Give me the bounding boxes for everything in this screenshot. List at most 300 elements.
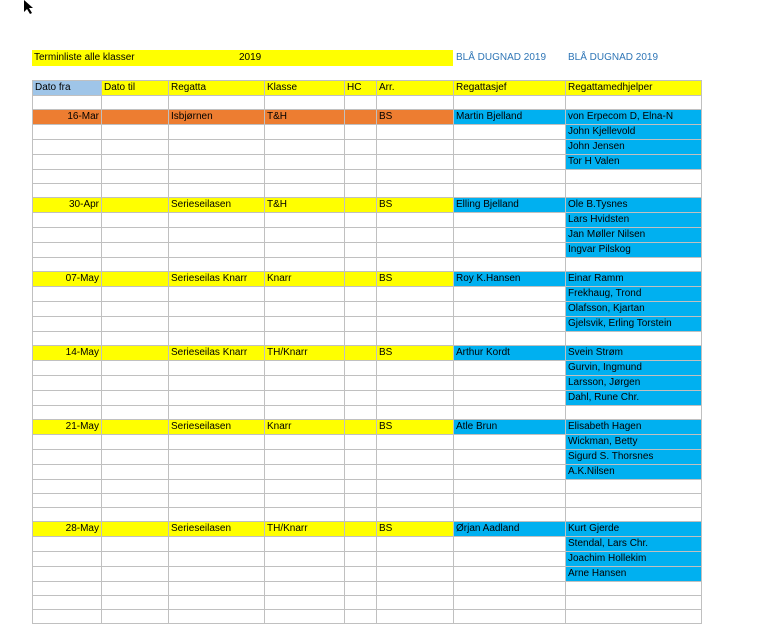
cell[interactable] [169,155,265,170]
cell[interactable] [102,406,169,420]
cell[interactable] [265,465,345,480]
helper-cell[interactable]: Lars Hvidsten [566,213,702,228]
cell[interactable] [33,406,102,420]
organizer-cell[interactable]: BS [377,110,454,125]
cell[interactable] [345,610,377,624]
helper-cell[interactable]: Larsson, Jørgen [566,376,702,391]
regatta-chief-cell[interactable]: Atle Brun [454,420,566,435]
cell[interactable] [345,302,377,317]
cell[interactable] [566,494,702,508]
cell[interactable] [265,125,345,140]
cell[interactable] [566,332,702,346]
cell[interactable] [102,450,169,465]
spreadsheet-row [33,140,702,155]
cell[interactable] [265,170,345,184]
cell[interactable] [169,170,265,184]
cell[interactable] [102,243,169,258]
cell[interactable] [566,610,702,624]
cell[interactable] [345,537,377,552]
cell[interactable] [169,450,265,465]
date-to-cell[interactable] [102,346,169,361]
regatta-cell[interactable]: Serieseilasen [169,198,265,213]
cell[interactable] [169,96,265,110]
regatta-cell[interactable]: Serieseilasen [169,420,265,435]
column-header[interactable]: Regattamedhjelper [566,81,702,96]
cell[interactable] [169,480,265,494]
cell[interactable] [454,332,566,346]
cell[interactable] [102,96,169,110]
regatta-chief-cell[interactable]: Arthur Kordt [454,346,566,361]
cell[interactable] [33,213,102,228]
cell[interactable] [102,213,169,228]
cell[interactable] [454,494,566,508]
cell[interactable] [33,494,102,508]
cell[interactable] [169,213,265,228]
cell[interactable] [377,376,454,391]
cell[interactable] [33,317,102,332]
cell[interactable] [265,96,345,110]
cell[interactable] [454,317,566,332]
cell[interactable] [265,610,345,624]
cell[interactable] [102,480,169,494]
cell[interactable] [102,302,169,317]
helper-cell[interactable]: Einar Ramm [566,272,702,287]
cell[interactable] [454,125,566,140]
cell[interactable] [345,155,377,170]
cell[interactable] [33,155,102,170]
cell[interactable] [102,258,169,272]
cell[interactable] [345,170,377,184]
cell[interactable] [377,596,454,610]
cell[interactable] [345,552,377,567]
cell[interactable] [102,332,169,346]
date-from-cell[interactable]: 30-Apr [33,198,102,213]
cell[interactable] [33,302,102,317]
cell[interactable] [566,184,702,198]
cell[interactable] [265,258,345,272]
cell[interactable] [345,317,377,332]
cell[interactable] [102,494,169,508]
cell[interactable] [566,508,702,522]
cell[interactable] [566,406,702,420]
helper-cell[interactable]: Tor H Valen [566,155,702,170]
cell[interactable] [345,184,377,198]
organizer-cell[interactable]: BS [377,272,454,287]
cell[interactable] [102,610,169,624]
cell[interactable] [265,376,345,391]
hc-cell[interactable] [345,346,377,361]
cell[interactable] [265,155,345,170]
cell[interactable] [345,287,377,302]
hc-cell[interactable] [345,522,377,537]
cell[interactable] [454,596,566,610]
cell[interactable] [265,184,345,198]
cell[interactable] [169,552,265,567]
helper-cell[interactable]: Sigurd S. Thorsnes [566,450,702,465]
cell[interactable] [454,480,566,494]
cell[interactable] [169,140,265,155]
cell[interactable] [102,317,169,332]
hc-cell[interactable] [345,420,377,435]
cell[interactable] [169,258,265,272]
cell[interactable] [265,243,345,258]
class-cell[interactable]: T&H [265,198,345,213]
cell[interactable] [169,228,265,243]
cell[interactable] [33,567,102,582]
hc-cell[interactable] [345,272,377,287]
cell[interactable] [377,258,454,272]
cell[interactable] [265,537,345,552]
cell[interactable] [454,170,566,184]
date-to-cell[interactable] [102,110,169,125]
cell[interactable] [33,480,102,494]
helper-cell[interactable]: John Jensen [566,140,702,155]
helper-cell[interactable]: Wickman, Betty [566,435,702,450]
organizer-cell[interactable]: BS [377,346,454,361]
cell[interactable] [454,465,566,480]
cell[interactable] [377,184,454,198]
column-header[interactable]: Dato fra [33,81,102,96]
cell[interactable] [265,480,345,494]
date-from-cell[interactable]: 07-May [33,272,102,287]
column-header[interactable]: Klasse [265,81,345,96]
cell[interactable] [454,450,566,465]
cell[interactable] [169,332,265,346]
cell[interactable] [33,537,102,552]
regatta-cell[interactable]: Serieseilas Knarr [169,346,265,361]
cell[interactable] [454,302,566,317]
column-header[interactable]: Regatta [169,81,265,96]
cell[interactable] [454,155,566,170]
cell[interactable] [454,435,566,450]
cell[interactable] [454,567,566,582]
helper-cell[interactable]: Jan Møller Nilsen [566,228,702,243]
cell[interactable] [169,435,265,450]
cell[interactable] [377,332,454,346]
cell[interactable] [265,494,345,508]
cell[interactable] [169,243,265,258]
cell[interactable] [33,435,102,450]
cell[interactable] [377,494,454,508]
cell[interactable] [265,140,345,155]
organizer-cell[interactable]: BS [377,198,454,213]
cell[interactable] [345,450,377,465]
helper-cell[interactable]: Gurvin, Ingmund [566,361,702,376]
cell[interactable] [265,508,345,522]
cell[interactable] [169,406,265,420]
cell[interactable] [33,450,102,465]
cell[interactable] [33,376,102,391]
regatta-cell[interactable]: Serieseilas Knarr [169,272,265,287]
hc-cell[interactable] [345,198,377,213]
helper-cell[interactable]: Svein Strøm [566,346,702,361]
helper-cell[interactable]: Ole B.Tysnes [566,198,702,213]
cell[interactable] [345,567,377,582]
cell[interactable] [345,406,377,420]
cell[interactable] [265,302,345,317]
cell[interactable] [377,140,454,155]
cell[interactable] [102,361,169,376]
cell[interactable] [566,480,702,494]
cell[interactable] [345,213,377,228]
cell[interactable] [102,508,169,522]
cell[interactable] [169,317,265,332]
regatta-chief-cell[interactable]: Elling Bjelland [454,198,566,213]
helper-cell[interactable]: Elisabeth Hagen [566,420,702,435]
cell[interactable] [169,184,265,198]
cell[interactable] [377,361,454,376]
cell[interactable] [454,184,566,198]
cell[interactable] [169,302,265,317]
cell[interactable] [102,376,169,391]
cell[interactable] [377,567,454,582]
cell[interactable] [102,435,169,450]
cell[interactable] [102,125,169,140]
cell[interactable] [454,361,566,376]
cell[interactable] [265,567,345,582]
cell[interactable] [102,184,169,198]
cell[interactable] [33,96,102,110]
cell[interactable] [454,243,566,258]
cell[interactable] [377,125,454,140]
cell[interactable] [33,361,102,376]
cell[interactable] [169,610,265,624]
regatta-cell[interactable]: Serieseilasen [169,522,265,537]
cell[interactable] [33,582,102,596]
cell[interactable] [265,213,345,228]
cell[interactable] [102,170,169,184]
cell[interactable] [33,170,102,184]
cell[interactable] [33,391,102,406]
column-header[interactable]: Dato til [102,81,169,96]
cell[interactable] [102,391,169,406]
cell[interactable] [345,435,377,450]
cell[interactable] [345,243,377,258]
cell[interactable] [345,125,377,140]
regatta-chief-cell[interactable]: Roy K.Hansen [454,272,566,287]
cell[interactable] [377,155,454,170]
cell[interactable] [265,287,345,302]
date-to-cell[interactable] [102,272,169,287]
cell[interactable] [454,610,566,624]
cell[interactable] [33,508,102,522]
cell[interactable] [377,582,454,596]
helper-cell[interactable]: Gjelsvik, Erling Torstein [566,317,702,332]
cell[interactable] [377,302,454,317]
spreadsheet-row [33,435,702,450]
class-cell[interactable]: TH/Knarr [265,346,345,361]
helper-cell[interactable]: Joachim Hollekim [566,552,702,567]
cell[interactable] [265,391,345,406]
cell[interactable] [566,596,702,610]
cell[interactable] [169,287,265,302]
cell[interactable] [169,391,265,406]
helper-cell[interactable]: Kurt Gjerde [566,522,702,537]
cell[interactable] [345,376,377,391]
regatta-chief-cell[interactable]: Martin Bjelland [454,110,566,125]
cell[interactable] [454,213,566,228]
class-cell[interactable]: TH/Knarr [265,522,345,537]
cell[interactable] [345,494,377,508]
cell[interactable] [566,582,702,596]
cell[interactable] [454,508,566,522]
organizer-cell[interactable]: BS [377,420,454,435]
cell[interactable] [169,361,265,376]
helper-cell[interactable]: Olafsson, Kjartan [566,302,702,317]
cell[interactable] [377,228,454,243]
cell[interactable] [169,537,265,552]
column-header[interactable]: HC [345,81,377,96]
cell[interactable] [377,391,454,406]
cell[interactable] [345,361,377,376]
cell[interactable] [566,258,702,272]
class-cell[interactable]: Knarr [265,420,345,435]
cell[interactable] [454,537,566,552]
date-to-cell[interactable] [102,522,169,537]
cell[interactable] [102,155,169,170]
cell[interactable] [102,582,169,596]
class-cell[interactable]: Knarr [265,272,345,287]
organizer-cell[interactable]: BS [377,522,454,537]
cell[interactable] [265,435,345,450]
cell[interactable] [345,391,377,406]
cell[interactable] [377,610,454,624]
cell[interactable] [33,228,102,243]
cell[interactable] [265,450,345,465]
date-from-cell[interactable]: 28-May [33,522,102,537]
cell[interactable] [265,332,345,346]
date-from-cell[interactable]: 14-May [33,346,102,361]
cell[interactable] [102,140,169,155]
helper-cell[interactable]: John Kjellevold [566,125,702,140]
cell[interactable] [454,552,566,567]
date-from-cell[interactable]: 16-Mar [33,110,102,125]
helper-cell[interactable]: von Erpecom D, Elna-N [566,110,702,125]
cell[interactable] [377,317,454,332]
cell[interactable] [377,435,454,450]
cell[interactable] [169,596,265,610]
cell[interactable] [377,213,454,228]
cell[interactable] [102,596,169,610]
event-row [33,420,702,435]
helper-cell[interactable]: Ingvar Pilskog [566,243,702,258]
cell[interactable] [345,465,377,480]
cell[interactable] [265,582,345,596]
helper-cell[interactable]: Stendal, Lars Chr. [566,537,702,552]
cell[interactable] [33,258,102,272]
cell[interactable] [33,125,102,140]
cell[interactable] [454,391,566,406]
cell[interactable] [169,494,265,508]
column-header[interactable]: Regattasjef [454,81,566,96]
cell[interactable] [345,582,377,596]
cell[interactable] [377,287,454,302]
spreadsheet-row [33,125,702,140]
cell[interactable] [454,96,566,110]
cell[interactable] [377,96,454,110]
cell[interactable] [33,552,102,567]
column-header[interactable]: Arr. [377,81,454,96]
cell[interactable] [377,465,454,480]
cell[interactable] [169,582,265,596]
cell[interactable] [102,567,169,582]
date-to-cell[interactable] [102,420,169,435]
cell[interactable] [454,140,566,155]
cell[interactable] [265,228,345,243]
cell[interactable] [377,537,454,552]
cell[interactable] [345,332,377,346]
cell[interactable] [345,480,377,494]
hc-cell[interactable] [345,110,377,125]
cell[interactable] [33,465,102,480]
cell[interactable] [169,376,265,391]
regatta-cell[interactable]: Isbjørnen [169,110,265,125]
cell[interactable] [454,406,566,420]
cell[interactable] [33,184,102,198]
cell[interactable] [102,287,169,302]
cell[interactable] [265,361,345,376]
cell[interactable] [345,596,377,610]
cell[interactable] [345,228,377,243]
cell[interactable] [454,376,566,391]
cell[interactable] [33,596,102,610]
cell[interactable] [265,406,345,420]
cell[interactable] [169,508,265,522]
cell[interactable] [265,317,345,332]
cell[interactable] [377,243,454,258]
cell[interactable] [454,582,566,596]
cell[interactable] [33,287,102,302]
cell[interactable] [33,243,102,258]
date-to-cell[interactable] [102,198,169,213]
cell[interactable] [33,140,102,155]
cell[interactable] [454,228,566,243]
cell[interactable] [345,258,377,272]
cell[interactable] [377,406,454,420]
cell[interactable] [265,596,345,610]
cell[interactable] [454,287,566,302]
helper-cell[interactable]: Frekhaug, Trond [566,287,702,302]
cell[interactable] [102,537,169,552]
cell[interactable] [345,140,377,155]
cell[interactable] [377,480,454,494]
cell[interactable] [377,450,454,465]
cell[interactable] [33,610,102,624]
regatta-chief-cell[interactable]: Ørjan Aadland [454,522,566,537]
cell[interactable] [169,125,265,140]
cell[interactable] [377,508,454,522]
helper-cell[interactable]: Dahl, Rune Chr. [566,391,702,406]
cell[interactable] [377,170,454,184]
date-from-cell[interactable]: 21-May [33,420,102,435]
cell[interactable] [345,96,377,110]
cell[interactable] [377,552,454,567]
cell[interactable] [102,465,169,480]
cell[interactable] [102,552,169,567]
cell[interactable] [33,332,102,346]
cell[interactable] [102,228,169,243]
cell[interactable] [454,258,566,272]
cell[interactable] [169,465,265,480]
class-cell[interactable]: T&H [265,110,345,125]
cell[interactable] [265,552,345,567]
cell[interactable] [566,170,702,184]
helper-cell[interactable]: Arne Hansen [566,567,702,582]
cell[interactable] [566,96,702,110]
cell[interactable] [345,508,377,522]
cell[interactable] [169,567,265,582]
helper-cell[interactable]: A.K.Nilsen [566,465,702,480]
